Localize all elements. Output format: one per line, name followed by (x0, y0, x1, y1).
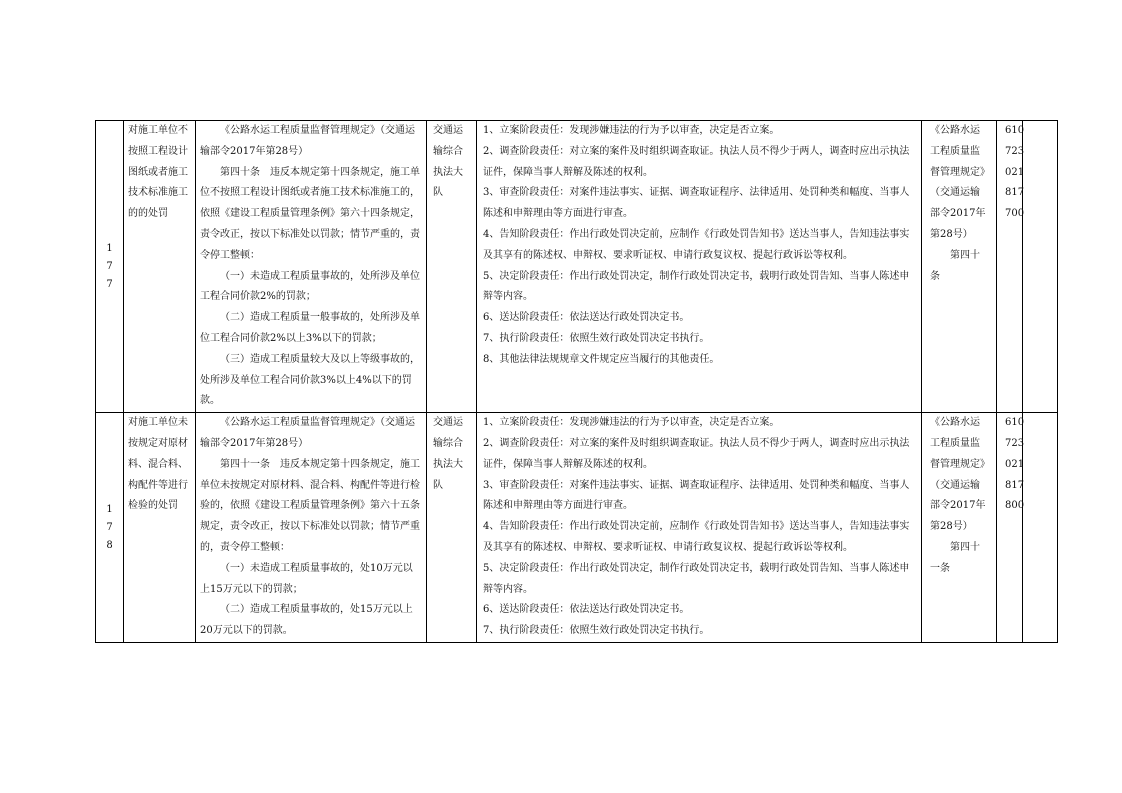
code-cell (997, 413, 1023, 643)
law-article: 第四十一条 (930, 541, 980, 574)
basis-cell (196, 413, 427, 643)
code-segment: 723 (1005, 437, 1025, 449)
law-reference (922, 121, 996, 287)
legal-basis (196, 413, 426, 642)
responsibility-item: 7、执行阶段责任：依照生效行政处罚决定书执行。 (483, 625, 710, 637)
note-cell (1023, 413, 1058, 643)
code-segment: 610 (1005, 125, 1025, 136)
law-article: 第四十条 (930, 249, 980, 282)
code-segment: 610 (1005, 417, 1025, 429)
item-name: 对施工单位不按照工程设计图纸或者施工技术标准施工的的处罚 (128, 125, 188, 220)
item-name: 对施工单位未按规定对原材料、混合料、构配件等进行检验的处罚 (128, 417, 188, 512)
enforcement-org: 交通运输综合执法大队 (433, 125, 463, 199)
responsibility-item: 6、送达阶段责任：依法送达行政处罚决定书。 (483, 604, 690, 616)
item-code (997, 121, 1025, 225)
org-cell (427, 121, 477, 413)
basis-paragraph: （一）未造成工程质量事故的，处所涉及单位工程合同价款2%的罚款； (200, 270, 420, 303)
responsibility-item: 2、调查阶段责任：对立案的案件及时组织调查取证。执法人员不得少于两人，调查时应出示执法证件，保障当事人辩解及陈述的权利。 (483, 145, 910, 178)
note-cell (1023, 121, 1058, 413)
law-cell (922, 413, 997, 643)
code-cell (997, 121, 1023, 413)
law-reference (922, 413, 996, 579)
row-number: 178 (106, 503, 113, 551)
responsibility-item: 8、其他法律法规规章文件规定应当履行的其他责任。 (483, 353, 720, 365)
row-number-cell (96, 121, 124, 413)
code-segment: 723 (1005, 145, 1025, 157)
law-title: 《公路水运工程质量监督管理规定》（交通运输部令2017年第28号） (930, 417, 986, 533)
table-row (96, 121, 1058, 413)
responsibility-item: 3、审查阶段责任：对案件违法事实、证据、调查取证程序、法律适用、处罚种类和幅度、当事人陈述和申辩理由等方面进行审查。 (483, 479, 910, 512)
code-segment: 817 (1005, 187, 1025, 199)
responsibility-item: 3、审查阶段责任：对案件违法事实、证据、调查取证程序、法律适用、处罚种类和幅度、当事人陈述和申辩理由等方面进行审查。 (483, 187, 910, 220)
basis-paragraph: （二）造成工程质量一般事故的，处所涉及单位工程合同价款2%以上3%以下的罚款； (200, 312, 420, 344)
item-cell (124, 121, 196, 413)
basis-paragraph: 第四十一条 违反本规定第十四条规定，施工单位未按规定对原材料、混合料、构配件等进行检验的，依照《建设工程质量管理条例》第六十五条规定，责令改正，按以下标准处以罚款；情节严重的，责令停工整顿： (200, 458, 420, 553)
basis-cell (196, 121, 427, 413)
item-cell (124, 413, 196, 643)
basis-paragraph: （三）造成工程质量较大及以上等级事故的，处所涉及单位工程合同价款3%以上4%以下的罚款。 (200, 353, 420, 407)
code-segment: 700 (1005, 208, 1025, 220)
responsibility-item: 6、送达阶段责任：依法送达行政处罚决定书。 (483, 312, 690, 324)
penalty-table (95, 120, 1058, 643)
responsibility-item: 2、调查阶段责任：对立案的案件及时组织调查取证。执法人员不得少于两人，调查时应出示执法证件，保障当事人辩解及陈述的权利。 (483, 437, 910, 470)
responsibility-item: 7、执行阶段责任：依照生效行政处罚决定书执行。 (483, 332, 710, 344)
code-segment: 021 (1005, 458, 1025, 470)
responsibility-cell (477, 413, 922, 643)
responsibility-cell (477, 121, 922, 413)
code-segment: 817 (1005, 479, 1025, 491)
responsibility-item: 1、立案阶段责任：发现涉嫌违法的行为予以审查，决定是否立案。 (483, 125, 780, 136)
basis-paragraph: （二）造成工程质量事故的，处15万元以上20万元以下的罚款。 (200, 604, 413, 637)
responsibility-item: 4、告知阶段责任：作出行政处罚决定前，应制作《行政处罚告知书》送达当事人，告知违法事实及其享有的陈述权、申辩权、要求听证权、申请行政复议权、提起行政诉讼等权利。 (483, 228, 910, 261)
table-row (96, 413, 1058, 643)
code-segment: 800 (1005, 500, 1025, 512)
item-code (997, 413, 1025, 517)
responsibility-item: 1、立案阶段责任：发现涉嫌违法的行为予以审查，决定是否立案。 (483, 417, 780, 429)
basis-paragraph: （一）未造成工程质量事故的，处10万元以上15万元以下的罚款； (200, 562, 413, 595)
row-number-cell (96, 413, 124, 643)
legal-basis (196, 121, 426, 412)
responsibility-item: 5、决定阶段责任：作出行政处罚决定，制作行政处罚决定书，载明行政处罚告知、当事人陈述申辩等内容。 (483, 562, 910, 595)
law-title: 《公路水运工程质量监督管理规定》（交通运输部令2017年第28号） (930, 125, 986, 240)
basis-paragraph: 《公路水运工程质量监督管理规定》（交通运输部令2017年第28号） (200, 417, 415, 449)
responsibility-list (477, 413, 921, 642)
responsibility-item: 4、告知阶段责任：作出行政处罚决定前，应制作《行政处罚告知书》送达当事人，告知违法事实及其享有的陈述权、申辩权、要求听证权、申请行政复议权、提起行政诉讼等权利。 (483, 521, 910, 553)
responsibility-list (477, 121, 921, 371)
law-cell (922, 121, 997, 413)
org-cell (427, 413, 477, 643)
enforcement-org: 交通运输综合执法大队 (433, 417, 463, 491)
code-segment: 021 (1005, 166, 1025, 178)
responsibility-item: 5、决定阶段责任：作出行政处罚决定，制作行政处罚决定书，载明行政处罚告知、当事人陈述申辩等内容。 (483, 270, 910, 303)
basis-paragraph: 《公路水运工程质量监督管理规定》（交通运输部令2017年第28号） (200, 125, 415, 157)
row-number: 177 (106, 242, 113, 290)
basis-paragraph: 第四十条 违反本规定第十四条规定，施工单位不按照工程设计图纸或者施工技术标准施工的，依照《建设工程质量管理条例》第六十四条规定，责令改正，按以下标准处以罚款；情节严重的，责令停工整顿： (200, 166, 420, 261)
